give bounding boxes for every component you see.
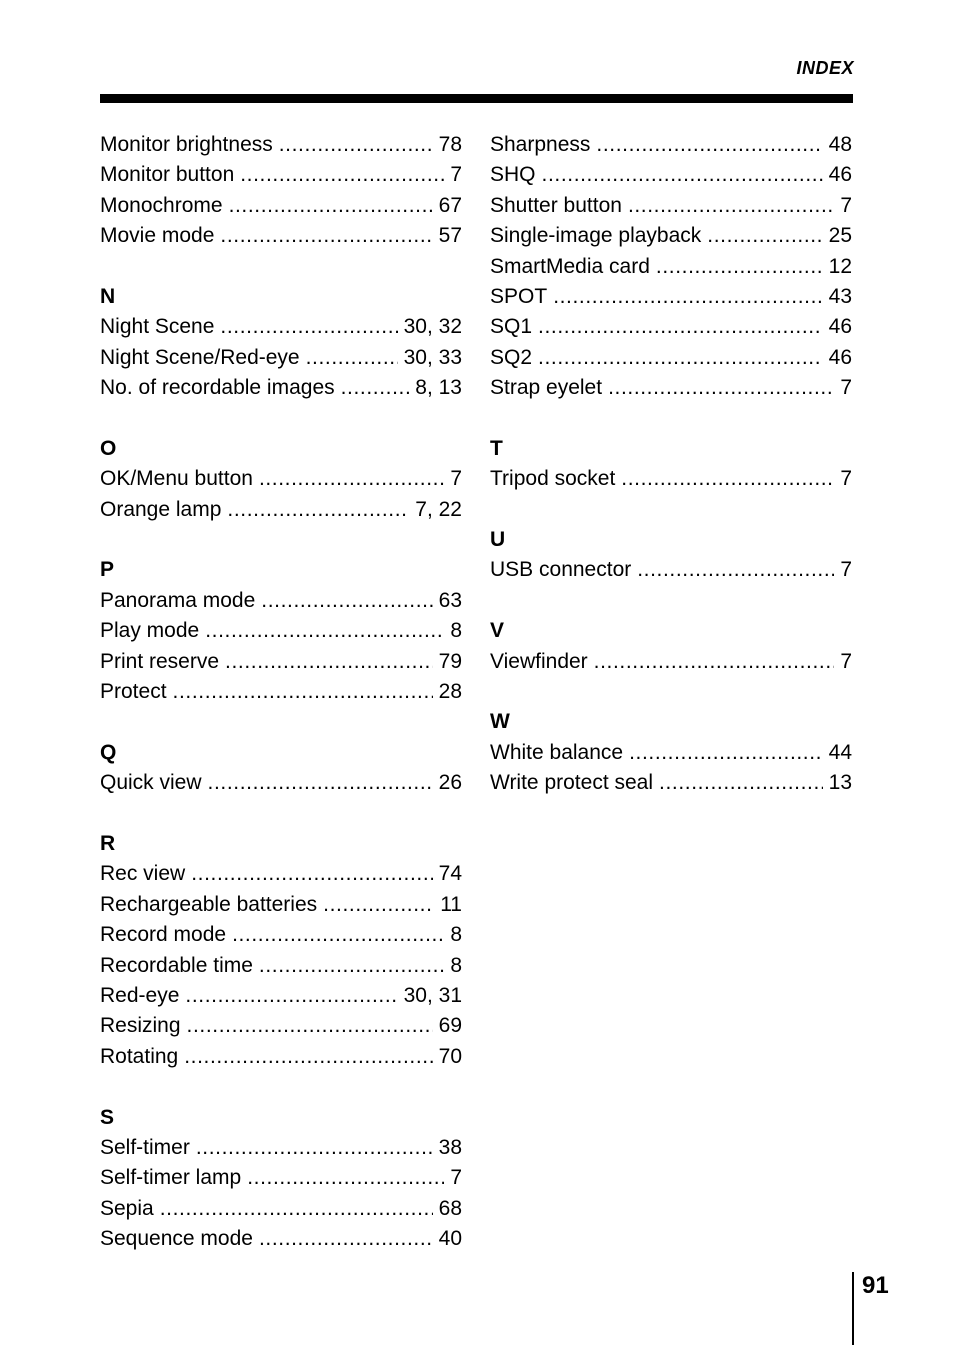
index-term: Viewfinder	[490, 649, 588, 673]
index-page-ref: 48	[828, 133, 852, 156]
dot-leader	[542, 160, 823, 190]
dot-leader	[229, 191, 433, 221]
index-page-ref: 79	[438, 649, 462, 673]
index-group	[100, 738, 462, 799]
index-letter-heading: U	[490, 528, 506, 552]
dot-leader	[208, 768, 433, 798]
index-entry	[490, 464, 852, 494]
index-entry	[490, 130, 852, 160]
index-entry	[490, 738, 852, 768]
index-entry	[100, 768, 462, 798]
index-page-ref: 67	[438, 193, 462, 217]
index-group	[100, 1103, 462, 1255]
index-term: Protect	[100, 680, 167, 704]
dot-leader	[259, 1224, 433, 1254]
dot-leader	[659, 768, 823, 798]
index-page-ref: 8, 13	[415, 376, 462, 400]
index-entry	[100, 312, 462, 342]
index-term: Write protect seal	[490, 771, 654, 795]
index-page-ref: 68	[438, 1196, 462, 1220]
dot-leader	[173, 677, 433, 707]
index-entry	[490, 768, 852, 798]
index-term: USB connector	[490, 558, 632, 582]
index-term: SPOT	[490, 284, 548, 308]
index-page-ref: 74	[438, 862, 462, 886]
index-page-ref: 26	[438, 771, 462, 795]
index-letter-heading: R	[100, 831, 116, 855]
dot-leader	[240, 160, 444, 190]
index-group	[100, 130, 462, 252]
index-page-ref: 7	[840, 193, 852, 217]
index-entry	[100, 464, 462, 494]
index-term: Monochrome	[100, 193, 223, 217]
index-term: Self-timer	[100, 1135, 190, 1159]
index-entry	[100, 1042, 462, 1072]
index-term: Print reserve	[100, 649, 220, 673]
page-number: 91	[862, 1272, 889, 1299]
index-page-ref: 25	[828, 224, 852, 248]
index-entry	[100, 951, 462, 981]
index-entry	[100, 586, 462, 616]
dot-leader	[191, 859, 432, 889]
index-page-ref: 57	[438, 224, 462, 248]
index-entry	[490, 221, 852, 251]
index-entry	[100, 647, 462, 677]
index-entry	[100, 1011, 462, 1041]
index-term: SQ1	[490, 315, 533, 339]
index-entry	[100, 343, 462, 373]
dot-leader	[341, 373, 410, 403]
dot-leader	[220, 312, 397, 342]
index-page-ref: 13	[828, 771, 852, 795]
index-letter-heading: Q	[100, 740, 117, 764]
index-page-ref: 44	[828, 740, 852, 764]
index-entry	[490, 282, 852, 312]
index-page-ref: 7	[450, 467, 462, 491]
index-term: Record mode	[100, 923, 227, 947]
dot-leader	[225, 647, 433, 677]
index-column-left	[100, 130, 462, 1285]
running-header: INDEX	[796, 58, 854, 78]
index-term: Single-image playback	[490, 224, 702, 248]
index-page-ref: 30, 33	[403, 345, 462, 369]
index-entry	[490, 312, 852, 342]
dot-leader	[227, 495, 409, 525]
index-entry	[100, 495, 462, 525]
index-entry	[490, 191, 852, 221]
index-page-ref: 46	[828, 163, 852, 187]
index-group	[490, 616, 852, 677]
dot-leader	[259, 464, 444, 494]
index-page-ref: 7	[840, 467, 852, 491]
dot-leader	[185, 981, 397, 1011]
index-letter-heading: S	[100, 1105, 115, 1129]
index-entry	[100, 160, 462, 190]
index-entry	[100, 1194, 462, 1224]
dot-leader	[553, 282, 822, 312]
index-term: Resizing	[100, 1014, 181, 1038]
index-page-ref: 40	[438, 1227, 462, 1251]
index-term: Rechargeable batteries	[100, 892, 318, 916]
index-entry	[100, 677, 462, 707]
index-page-ref: 46	[828, 315, 852, 339]
index-entry	[490, 343, 852, 373]
dot-leader	[232, 920, 444, 950]
dot-leader	[187, 1011, 433, 1041]
dot-leader	[323, 890, 434, 920]
dot-leader	[538, 312, 823, 342]
index-entry	[100, 373, 462, 403]
dot-leader	[656, 252, 823, 282]
index-term: OK/Menu button	[100, 467, 253, 491]
index-entry	[100, 859, 462, 889]
index-entry	[100, 920, 462, 950]
dot-leader	[259, 951, 444, 981]
index-term: Rotating	[100, 1044, 179, 1068]
index-term: Sharpness	[490, 133, 591, 156]
index-page-ref: 12	[828, 254, 852, 278]
index-entry	[100, 890, 462, 920]
index-group	[490, 525, 852, 586]
index-page-ref: 30, 32	[403, 315, 462, 339]
dot-leader	[628, 191, 834, 221]
index-column-right	[490, 130, 852, 829]
index-group	[490, 707, 852, 798]
index-letter-heading: W	[490, 710, 510, 734]
index-page-ref: 70	[438, 1044, 462, 1068]
index-term: No. of recordable images	[100, 376, 335, 400]
dot-leader	[594, 647, 835, 677]
index-group	[100, 555, 462, 707]
index-entry	[490, 252, 852, 282]
dot-leader	[279, 130, 433, 160]
index-letter-heading: T	[490, 436, 503, 460]
index-page-ref: 38	[438, 1135, 462, 1159]
index-term: Monitor button	[100, 163, 235, 187]
index-term: Sequence mode	[100, 1227, 253, 1251]
index-entry	[100, 981, 462, 1011]
index-letter-heading: P	[100, 558, 115, 582]
dot-leader	[184, 1042, 432, 1072]
index-group	[100, 829, 462, 1072]
index-page-ref: 7	[450, 163, 462, 187]
dot-leader	[220, 221, 432, 251]
index-term: Shutter button	[490, 193, 622, 217]
index-letter-heading: N	[100, 284, 116, 308]
index-term: Self-timer lamp	[100, 1166, 242, 1190]
dot-leader	[538, 343, 823, 373]
dot-leader	[608, 373, 834, 403]
header-rule	[100, 94, 853, 103]
dot-leader	[247, 1163, 444, 1193]
dot-leader	[261, 586, 432, 616]
index-entry	[490, 555, 852, 585]
dot-leader	[637, 555, 834, 585]
index-page-ref: 8	[450, 953, 462, 977]
index-page-ref: 11	[440, 892, 462, 916]
index-term: Orange lamp	[100, 497, 222, 521]
index-term: SQ2	[490, 345, 533, 369]
index-page-ref: 28	[438, 680, 462, 704]
index-page-ref: 46	[828, 345, 852, 369]
index-page-ref: 8	[450, 923, 462, 947]
index-entry	[100, 1133, 462, 1163]
index-page-ref: 30, 31	[403, 983, 462, 1007]
index-term: White balance	[490, 740, 624, 764]
index-term: Tripod socket	[490, 467, 616, 491]
index-entry	[490, 647, 852, 677]
index-group	[100, 434, 462, 525]
index-entry	[100, 221, 462, 251]
index-page-ref: 7	[840, 558, 852, 582]
dot-leader	[306, 343, 398, 373]
dot-leader	[205, 616, 444, 646]
index-page-ref: 78	[438, 133, 462, 156]
index-term: Sepia	[100, 1196, 154, 1220]
index-term: Rec view	[100, 862, 186, 886]
index-page-ref: 69	[438, 1014, 462, 1038]
dot-leader	[707, 221, 822, 251]
index-entry	[490, 160, 852, 190]
index-entry	[100, 1224, 462, 1254]
index-term: Night Scene/Red-eye	[100, 345, 300, 369]
index-page-ref: 7	[840, 649, 852, 673]
dot-leader	[621, 464, 834, 494]
index-term: Night Scene	[100, 315, 215, 339]
dot-leader	[629, 738, 823, 768]
index-term: Monitor brightness	[100, 133, 273, 156]
index-term: Strap eyelet	[490, 376, 603, 400]
index-term: Play mode	[100, 619, 200, 643]
index-term: Quick view	[100, 771, 202, 795]
index-term: Panorama mode	[100, 588, 256, 612]
dot-leader	[596, 130, 822, 160]
index-group	[490, 130, 852, 404]
index-term: Recordable time	[100, 953, 253, 977]
index-page-ref: 7	[450, 1166, 462, 1190]
index-letter-heading: V	[490, 619, 505, 643]
index-term: Red-eye	[100, 983, 180, 1007]
page-number-rule	[852, 1272, 854, 1345]
index-entry	[100, 616, 462, 646]
index-letter-heading: O	[100, 436, 117, 460]
dot-leader	[196, 1133, 433, 1163]
index-entry	[100, 191, 462, 221]
index-term: SmartMedia card	[490, 254, 650, 278]
dot-leader	[160, 1194, 433, 1224]
index-page-ref: 8	[450, 619, 462, 643]
index-term: SHQ	[490, 163, 536, 187]
index-entry	[490, 373, 852, 403]
index-page-ref: 63	[438, 588, 462, 612]
index-group	[100, 282, 462, 404]
index-term: Movie mode	[100, 224, 215, 248]
index-page-ref: 7, 22	[415, 497, 462, 521]
index-page-ref: 43	[828, 284, 852, 308]
index-entry	[100, 1163, 462, 1193]
index-group	[490, 434, 852, 495]
index-entry	[100, 130, 462, 160]
index-page-ref: 7	[840, 376, 852, 400]
